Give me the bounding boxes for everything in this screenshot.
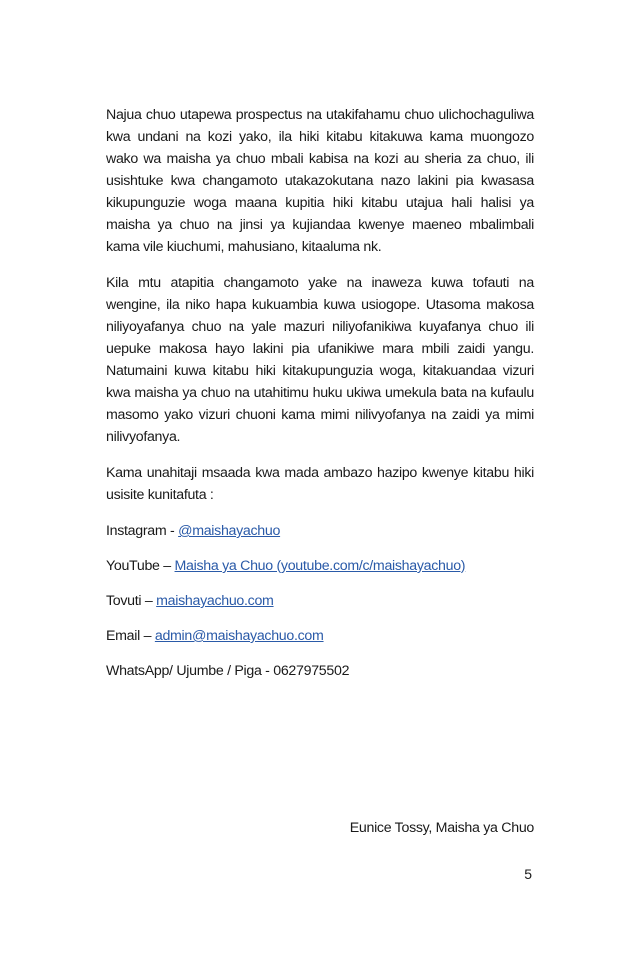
page-number: 5: [524, 866, 532, 882]
paragraph-intro: Najua chuo utapewa prospectus na utakifahamu chuo ulichochaguliwa kwa undani na kozi yako, ila hiki kitabu kitakuwa kama muongozo wako wa maisha ya chuo mbali kabisa na kozi au sheria za chuo, ili usishtuke kwa changamoto utakazokutana nazo lakini pia kwasasa kikupunguzie woga maana kupitia hiki kitabu utajua hali halisi ya maisha ya chuo na jinsi ya kujiandaa kwenye maeneo mbalimbali kama vile kiuchumi, mahusiano, kitaaluma nk.: [106, 107, 534, 255]
paragraph-challenges: Kila mtu atapitia changamoto yake na inaweza kuwa tofauti na wengine, ila niko hapa kukuambia kuwa usiogope. Utasoma makosa niliyoyafanya chuo na yale mazuri niliyofanikiwa kuyafanya chuo ili uepuke makosa hayo lakini pia ufanikiwe mara mbili zaidi yangu. Natumaini kuwa kitabu hiki kitakupunguzia woga, kitakuandaa vizuri kwa maisha ya chuo na utahitimu huku ukiwa umekula bata na kufaulu masomo yako vizuri chuoni kama mimi nilivyofanya na zaidi ya mimi nilivyofanya.: [106, 275, 534, 445]
contact-email: [106, 625, 534, 647]
contact-whatsapp: WhatsApp/ Ujumbe / Piga - 0627975502: [106, 663, 350, 679]
contact-youtube-label: YouTube –: [106, 558, 175, 574]
paragraph-contact-intro: Kama unahitaji msaada kwa mada ambazo hazipo kwenye kitabu hiki usisite kunitafuta :: [106, 465, 534, 503]
contact-website: [106, 590, 534, 612]
contact-email-label: Email –: [106, 628, 155, 644]
instagram-link[interactable]: @maishayachuo: [178, 523, 281, 539]
contact-youtube: [106, 555, 534, 577]
contact-instagram: [106, 520, 534, 542]
page-content: [106, 104, 534, 695]
contact-website-label: Tovuti –: [106, 593, 157, 609]
email-link[interactable]: admin@maishayachuo.com: [154, 628, 324, 644]
author-signature: Eunice Tossy, Maisha ya Chuo: [349, 820, 534, 836]
youtube-link[interactable]: Maisha ya Chuo (youtube.com/c/maishayachuo): [174, 558, 466, 574]
website-link[interactable]: maishayachuo.com: [156, 593, 274, 609]
contact-instagram-label: Instagram -: [106, 523, 179, 539]
